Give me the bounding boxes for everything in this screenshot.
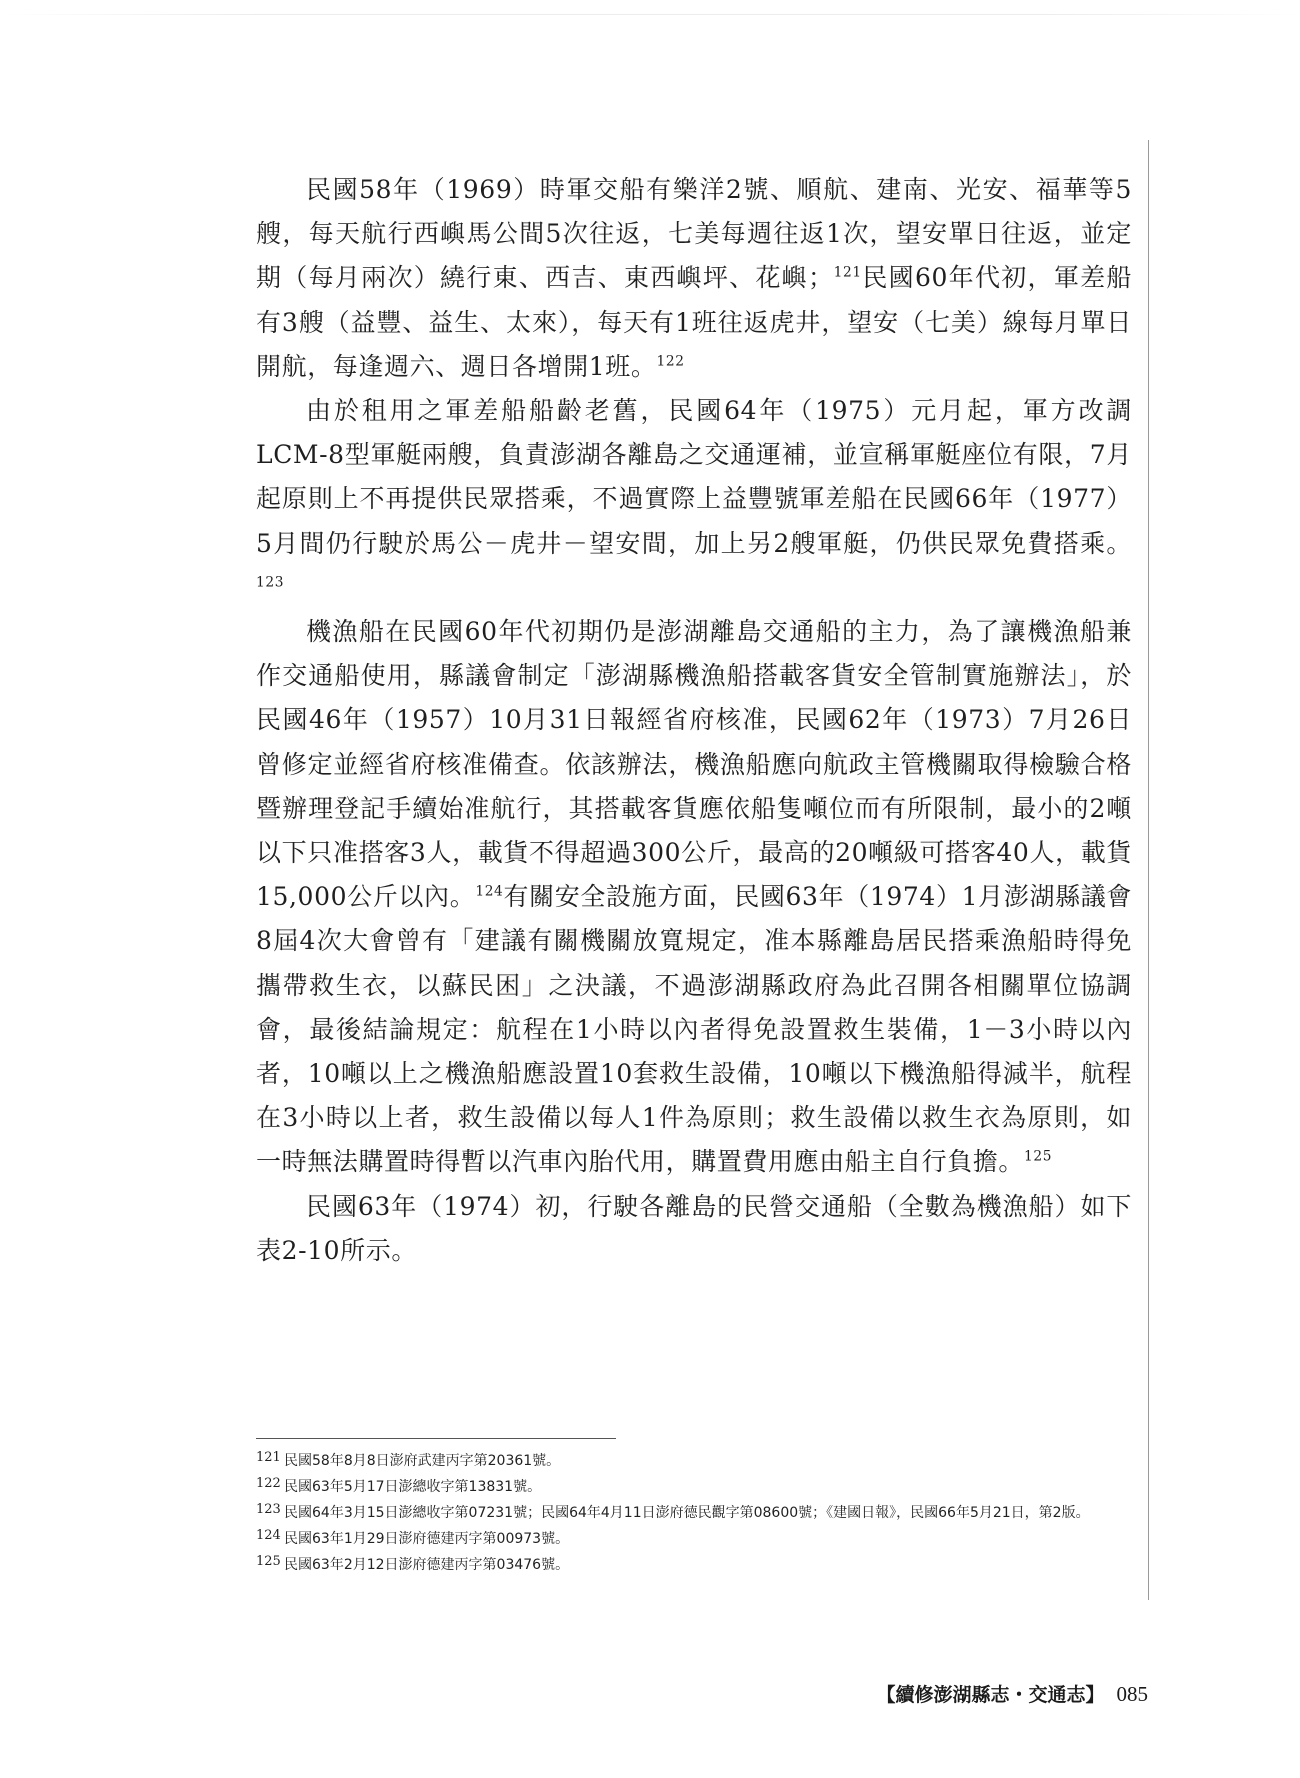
footnote-number: 124 (256, 1528, 281, 1543)
margin-rule (1148, 140, 1149, 1600)
footnote-number: 123 (256, 1502, 281, 1517)
footnote-text: 民國63年5月17日澎總收字第13831號。 (284, 1479, 542, 1495)
footnote (256, 1502, 1136, 1524)
paragraph-text: 民國60年代初，軍差船有3艘（益豐、益生、太來），每天有1班往返虎井，望安（七美）線每月單日開航，每逢週六、週日各增開1班。 (256, 263, 1132, 381)
footnote-reference[interactable]: 125 (1024, 1149, 1053, 1166)
paragraph-text: 由於租用之軍差船船齡老舊，民國64年（1975）元月起，軍方改調LCM-8型軍艇兩艘，負責澎湖各離島之交通運補，並宣稱軍艇座位有限，7月起原則上不再提供民眾搭乘，不過實際上益豐號軍差船在民國66年（1977）5月間仍行駛於馬公－虎井－望安間，加上另2艘軍艇，仍供民眾免費搭乘。 (256, 396, 1132, 558)
footnote (256, 1528, 1136, 1550)
series-title: 【續修澎湖縣志・交通志】 (876, 1684, 1105, 1706)
footnote-number: 125 (256, 1554, 281, 1569)
footnote-text: 民國63年2月12日澎府德建丙字第03476號。 (284, 1557, 570, 1573)
paragraph-text: 民國58年（1969）時軍交船有樂洋2號、順航、建南、光安、福華等5艘，每天航行西嶼馬公間5次往返，七美每週往返1次，望安單日往返，並定期（每月兩次）繞行東、西吉、東西嶼坪、花嶼； (256, 175, 1132, 293)
footnote-separator (256, 1438, 616, 1439)
paragraph-text: 有關安全設施方面，民國63年（1974）1月澎湖縣議會8屆4次大會曾有「建議有關機關放寬規定，准本縣離島居民搭乘漁船時得免攜帶救生衣，以蘇民困」之決議，不過澎湖縣政府為此召開各相關單位協調會，最後結論規定：航程在1小時以內者得免設置救生裝備，1－3小時以內者，10噸以上之機漁船應設置10套救生設備，10噸以下機漁船得減半，航程在3小時以上者，救生設備以每人1件為原則；救生設備以救生衣為原則，如一時無法購置時得暫以汽車內胎代用，購置費用應由船主自行負擔。 (256, 882, 1133, 1177)
footnote-reference[interactable]: 121 (833, 265, 862, 282)
body-text (256, 168, 1132, 1273)
footnote-number: 121 (256, 1450, 281, 1465)
footnote-text: 民國64年3月15日澎總收字第07231號；民國64年4月11日澎府德民觀字第08600號；《建國日報》，民國66年5月21日，第2版。 (284, 1505, 1090, 1521)
paragraph (256, 610, 1132, 1185)
top-edge-rule (0, 14, 1300, 15)
running-footer (876, 1680, 1148, 1707)
paragraph-text: 民國63年（1974）初，行駛各離島的民營交通船（全數為機漁船）如下表2-10所示。 (256, 1191, 1132, 1265)
paragraph (256, 168, 1132, 389)
footnote (256, 1476, 1136, 1498)
paragraph-text: 機漁船在民國60年代初期仍是澎湖離島交通船的主力，為了讓機漁船兼作交通船使用，縣議會制定「澎湖縣機漁船搭載客貨安全管制實施辦法」，於民國46年（1957）10月31日報經省府核准，民國62年（1973）7月26日曾修定並經省府核准備查。依該辦法，機漁船應向航政主管機關取得檢驗合格暨辦理登記手續始准航行，其搭載客貨應依船隻噸位而有所限制，最小的2噸以下只准搭客3人，載貨不得超過300公斤，最高的20噸級可搭客40人，載貨15,000公斤以內。 (256, 617, 1132, 912)
footnote-text: 民國63年1月29日澎府德建丙字第00973號。 (284, 1531, 570, 1547)
paragraph (256, 1185, 1132, 1273)
page-number: 085 (1116, 1682, 1148, 1706)
footnote (256, 1450, 1136, 1472)
paragraph (256, 389, 1132, 610)
footnote-reference[interactable]: 123 (256, 574, 285, 591)
footnote (256, 1554, 1136, 1576)
footnotes (256, 1450, 1136, 1580)
footnote-number: 122 (256, 1476, 281, 1491)
footnote-reference[interactable]: 122 (656, 353, 685, 370)
footnote-reference[interactable]: 124 (475, 883, 504, 900)
footnote-text: 民國58年8月8日澎府武建丙字第20361號。 (284, 1453, 561, 1469)
